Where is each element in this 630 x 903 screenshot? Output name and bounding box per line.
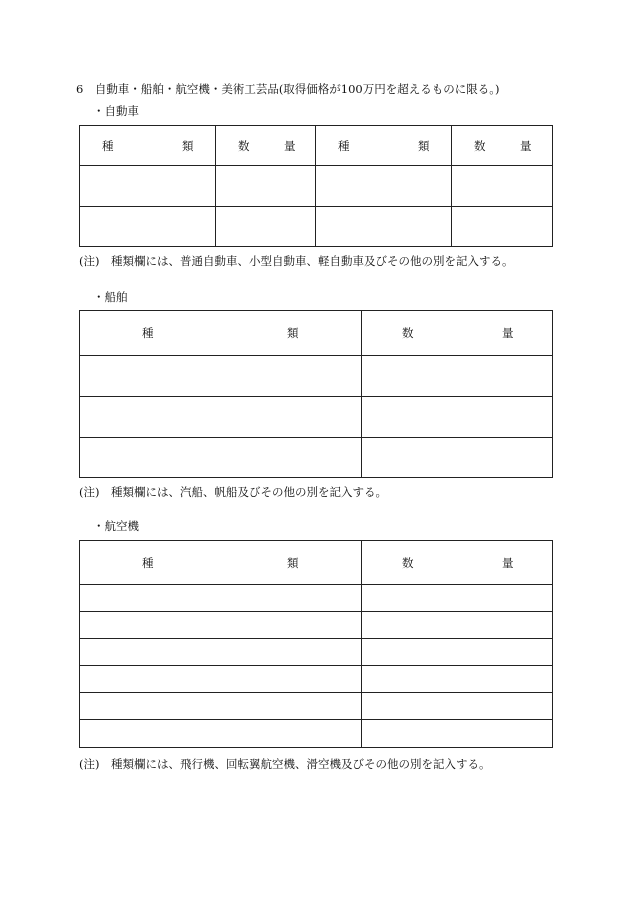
aircraft-kind-header: 種 類 (80, 541, 362, 585)
aircraft-cell[interactable] (80, 585, 362, 612)
car-cell[interactable] (80, 207, 216, 247)
ship-note: (注) 種類欄には、汽船、帆船及びその他の別を記入する。 (79, 485, 387, 499)
car-cell[interactable] (452, 207, 553, 247)
aircraft-note: (注) 種類欄には、飛行機、回転翼航空機、滑空機及びその他の別を記入する。 (79, 757, 491, 771)
car-cell[interactable] (316, 207, 452, 247)
ship-cell[interactable] (362, 397, 553, 438)
aircraft-label: ・航空機 (93, 519, 139, 533)
aircraft-cell[interactable] (362, 666, 553, 693)
table-row (80, 585, 553, 612)
car-cell[interactable] (452, 166, 553, 207)
aircraft-table-header (80, 541, 553, 585)
ship-cell[interactable] (362, 438, 553, 478)
ship-label: ・船舶 (93, 290, 128, 304)
aircraft-table (79, 540, 553, 748)
table-row (80, 693, 553, 720)
table-row (80, 438, 553, 478)
car-qty-header-1: 数 量 (216, 126, 316, 166)
ship-qty-header: 数 量 (362, 311, 553, 356)
car-cell[interactable] (216, 166, 316, 207)
table-row (80, 720, 553, 748)
car-table (79, 125, 553, 247)
table-row (80, 356, 553, 397)
table-row (80, 207, 553, 247)
car-kind-header-2: 種 類 (316, 126, 452, 166)
aircraft-cell[interactable] (362, 720, 553, 748)
aircraft-cell[interactable] (80, 720, 362, 748)
car-cell[interactable] (80, 166, 216, 207)
aircraft-cell[interactable] (362, 612, 553, 639)
section-title: 6 自動車・船舶・航空機・美術工芸品(取得価格が100万円を超えるものに限る。) (76, 82, 500, 96)
car-note: (注) 種類欄には、普通自動車、小型自動車、軽自動車及びその他の別を記入する。 (79, 254, 514, 268)
car-kind-header-1: 種 類 (80, 126, 216, 166)
aircraft-cell[interactable] (362, 693, 553, 720)
table-row (80, 166, 553, 207)
car-table-header (80, 126, 553, 166)
table-row (80, 612, 553, 639)
ship-cell[interactable] (362, 356, 553, 397)
ship-table-header (80, 311, 553, 356)
aircraft-cell[interactable] (80, 612, 362, 639)
table-row (80, 666, 553, 693)
car-label: ・自動車 (93, 104, 139, 118)
ship-table (79, 310, 553, 478)
aircraft-cell[interactable] (362, 639, 553, 666)
aircraft-cell[interactable] (80, 693, 362, 720)
ship-cell[interactable] (80, 397, 362, 438)
table-row (80, 639, 553, 666)
aircraft-cell[interactable] (80, 666, 362, 693)
aircraft-cell[interactable] (80, 639, 362, 666)
ship-cell[interactable] (80, 356, 362, 397)
ship-kind-header: 種 類 (80, 311, 362, 356)
aircraft-cell[interactable] (362, 585, 553, 612)
ship-cell[interactable] (80, 438, 362, 478)
table-row (80, 397, 553, 438)
aircraft-qty-header: 数 量 (362, 541, 553, 585)
car-cell[interactable] (216, 207, 316, 247)
car-qty-header-2: 数 量 (452, 126, 553, 166)
car-cell[interactable] (316, 166, 452, 207)
